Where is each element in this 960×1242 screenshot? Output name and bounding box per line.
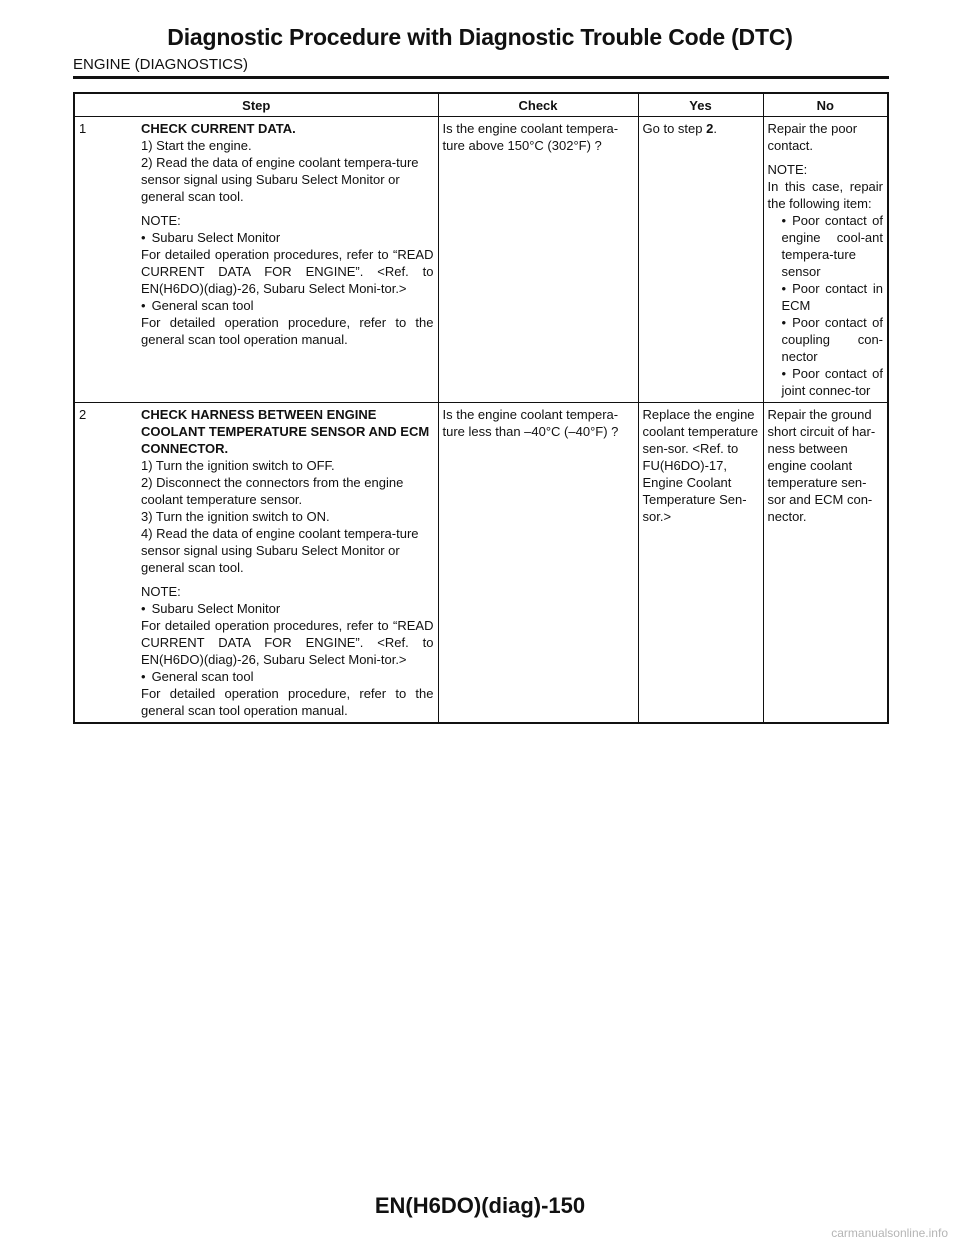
no-text: Repair the poor contact. [767, 121, 858, 153]
column-header-yes: Yes [638, 93, 763, 117]
note-bullet: • General scan tool [141, 297, 434, 314]
page-number: EN(H6DO)(diag)-150 [374, 1193, 586, 1218]
step-instruction: 2) Read the data of engine coolant tempera-ture sensor signal using Subaru Select Monitor or general scan tool. [141, 155, 419, 204]
column-header-step: Step [74, 93, 438, 117]
column-header-check: Check [438, 93, 638, 117]
note-bullet: • Subaru Select Monitor [141, 600, 434, 617]
section-title: ENGINE (DIAGNOSTICS) [73, 56, 249, 73]
step-instruction: 2) Disconnect the connectors from the engine coolant temperature sensor. [141, 475, 404, 507]
yes-cell: Replace the engine coolant temperature sen-sor. <Ref. to FU(H6DO)-17, Engine Coolant Temperature Sen-sor.> [638, 403, 763, 724]
yes-step-link[interactable]: 2 [706, 121, 714, 136]
table-row [74, 117, 888, 403]
step-instruction: 1) Start the engine. [141, 138, 252, 153]
column-header-no: No [763, 93, 888, 117]
note-label: NOTE: [141, 213, 181, 228]
header-rule [73, 76, 889, 79]
diagnostic-table [73, 92, 889, 724]
yes-suffix: . [713, 121, 717, 136]
step-instruction: 3) Turn the ignition switch to ON. [141, 509, 330, 524]
no-cell: Repair the ground short circuit of har-ness between engine coolant temperature sen-sor and ECM con-nector. [763, 403, 888, 724]
step-cell [74, 117, 438, 403]
no-item: • Poor contact in ECM [768, 280, 884, 314]
step-number: 2 [79, 407, 87, 422]
note-text: For detailed operation procedure, refer to the general scan tool operation manual. [141, 686, 434, 718]
check-cell: Is the engine coolant tempera-ture above 150°C (302°F) ? [438, 117, 638, 403]
step-number: 1 [79, 121, 87, 136]
note-bullet: • General scan tool [141, 668, 434, 685]
note-text: For detailed operation procedure, refer to the general scan tool operation manual. [141, 315, 434, 347]
watermark: carmanualsonline.info [831, 1226, 948, 1240]
page-title: Diagnostic Procedure with Diagnostic Trouble Code (DTC) [167, 24, 793, 50]
step-title: CHECK HARNESS BETWEEN ENGINE COOLANT TEMPERATURE SENSOR AND ECM CONNECTOR. [141, 407, 430, 456]
no-item: • Poor contact of engine cool-ant tempera-ture sensor [768, 212, 884, 280]
check-cell: Is the engine coolant tempera-ture less than –40°C (–40°F) ? [438, 403, 638, 724]
yes-cell [638, 117, 763, 403]
note-label: NOTE: [141, 584, 181, 599]
no-note-label: NOTE: [767, 162, 808, 177]
step-title: CHECK CURRENT DATA. [141, 121, 296, 136]
table-row [74, 403, 888, 724]
step-cell [74, 403, 438, 724]
no-note-intro: In this case, repair the following item: [767, 179, 883, 211]
no-cell [763, 117, 888, 403]
step-instruction: 4) Read the data of engine coolant tempera-ture sensor signal using Subaru Select Monitor or general scan tool. [141, 526, 419, 575]
table-header-row [74, 93, 888, 117]
note-text: For detailed operation procedures, refer to “READ CURRENT DATA FOR ENGINE”. <Ref. to EN(H6DO)(diag)-26, Subaru Select Moni-tor.> [141, 618, 434, 667]
step-instruction: 1) Turn the ignition switch to OFF. [141, 458, 335, 473]
no-item: • Poor contact of coupling con-nector [768, 314, 884, 365]
note-text: For detailed operation procedures, refer to “READ CURRENT DATA FOR ENGINE”. <Ref. to EN(H6DO)(diag)-26, Subaru Select Moni-tor.> [141, 247, 434, 296]
note-bullet: • Subaru Select Monitor [141, 229, 434, 246]
yes-prefix: Go to step [642, 121, 707, 136]
no-item: • Poor contact of joint connec-tor [768, 365, 884, 399]
